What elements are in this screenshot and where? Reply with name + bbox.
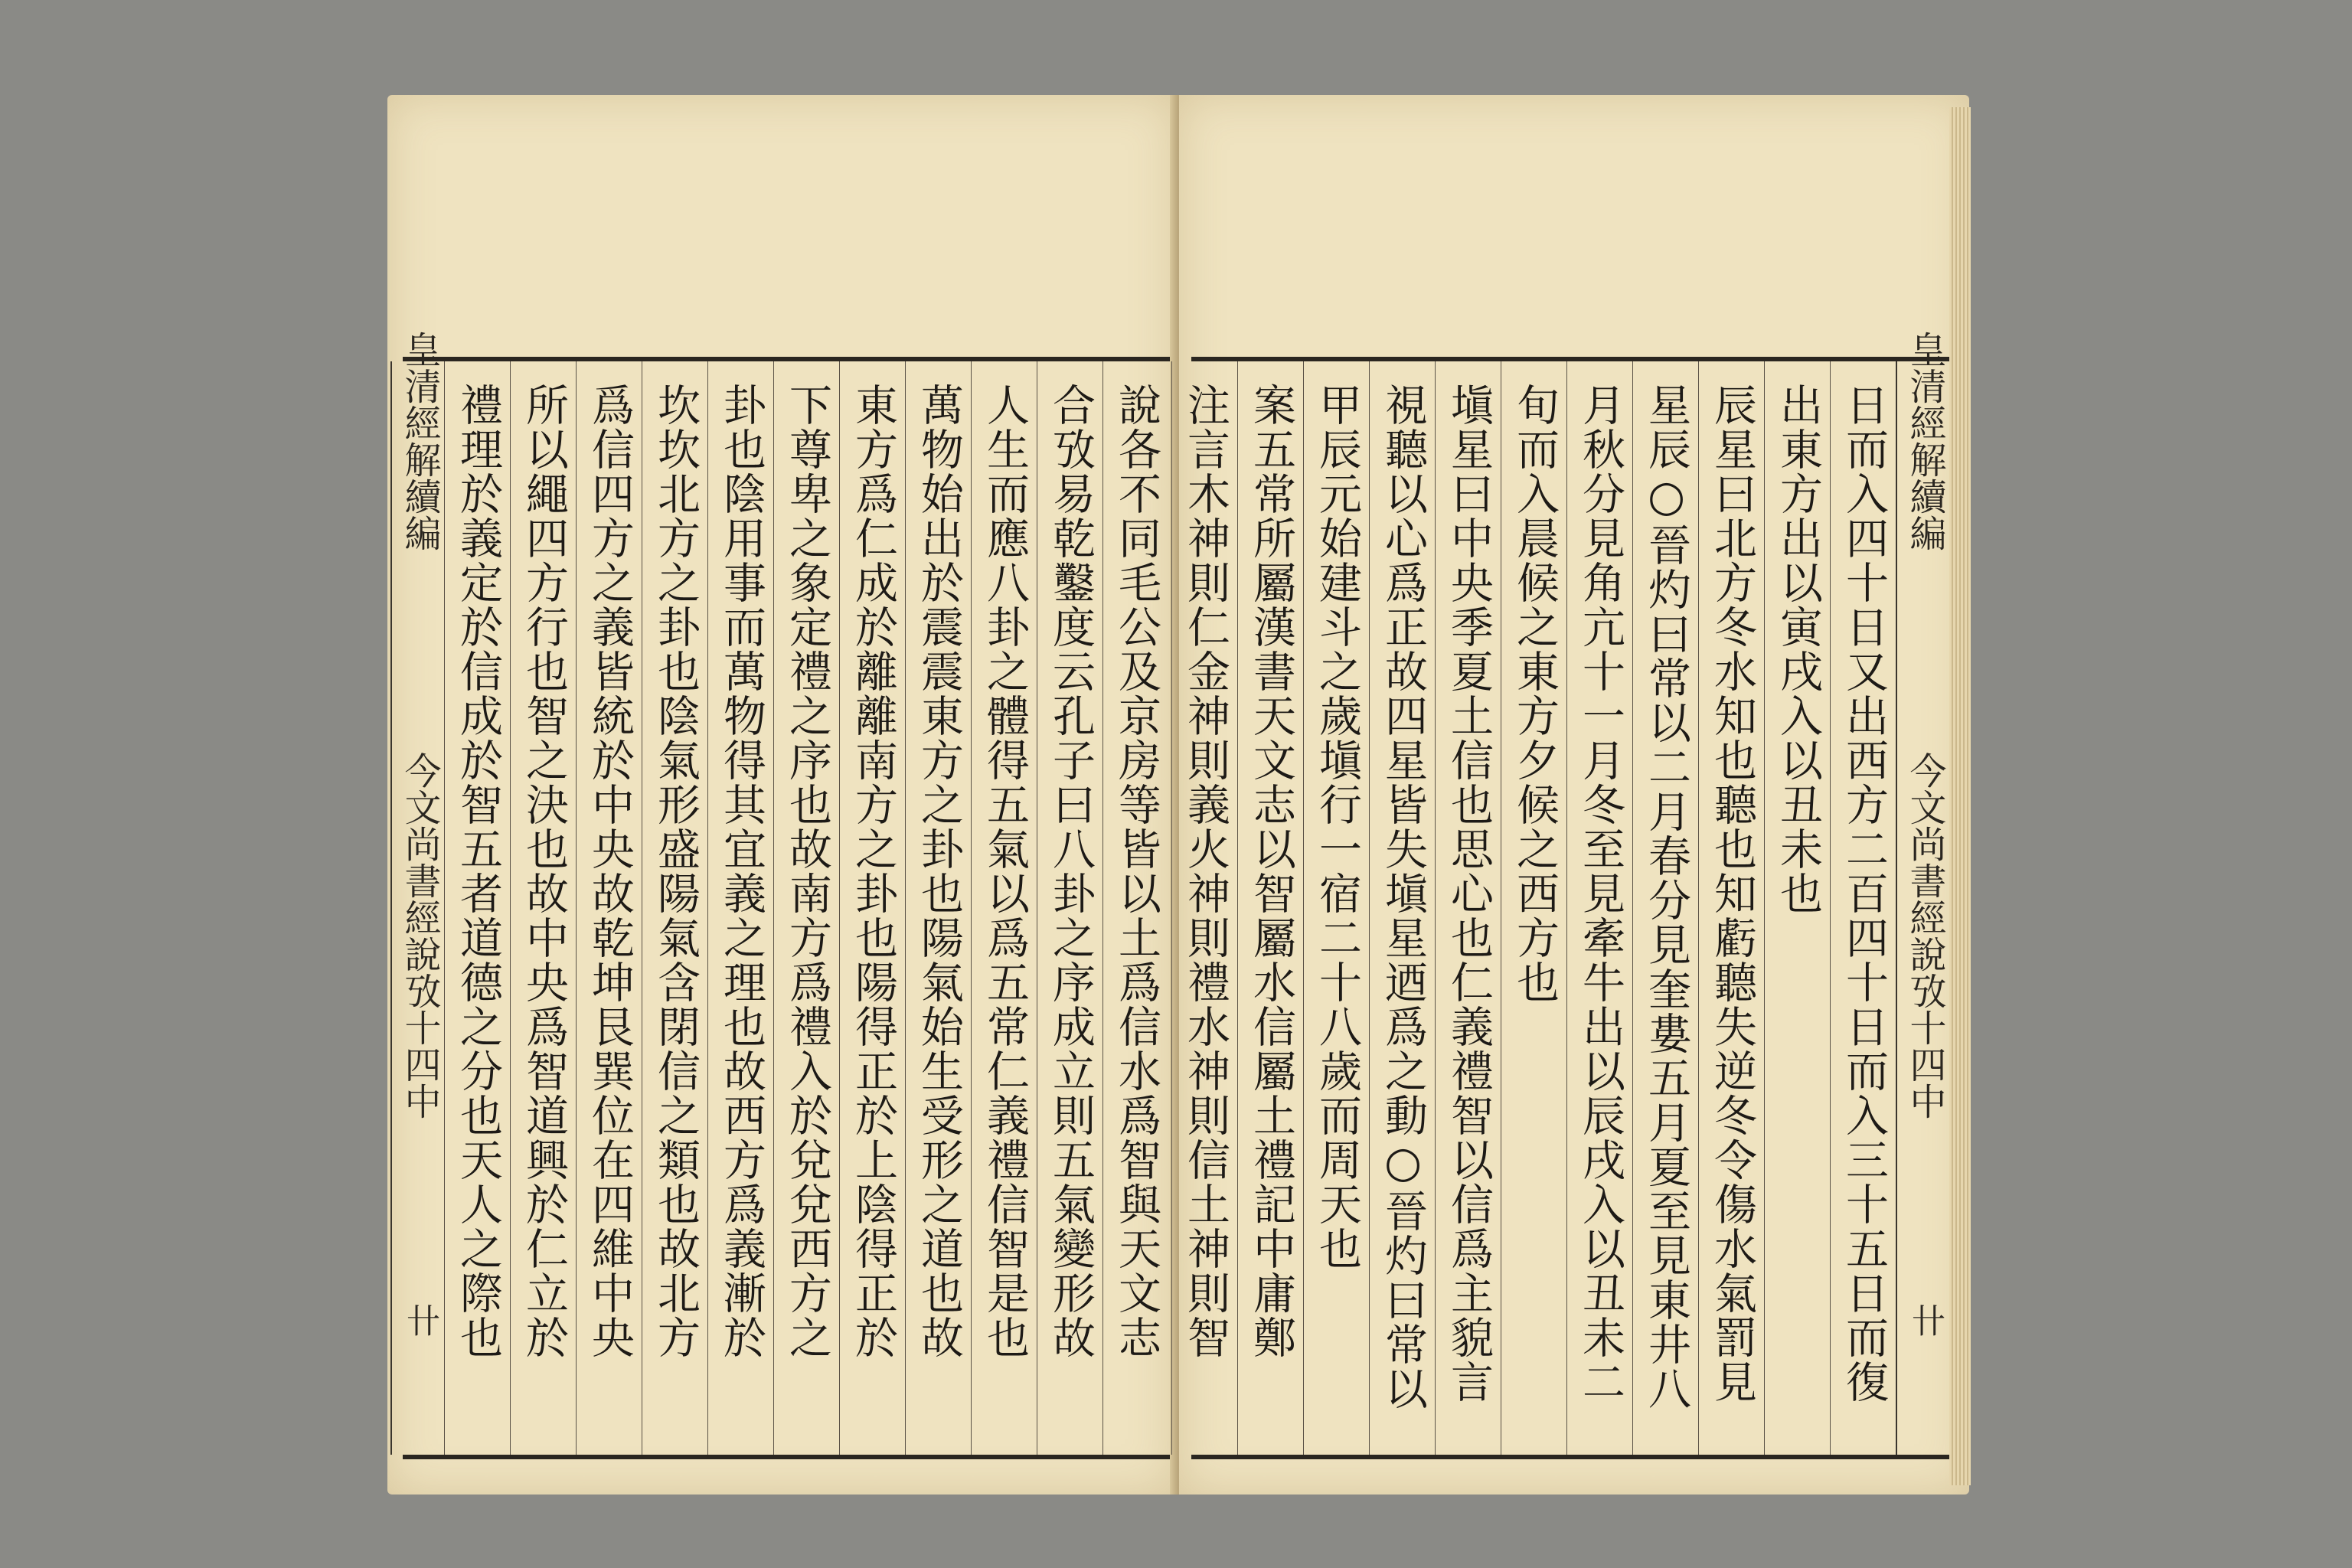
column-text: 所以繩四方行也智之決也故中央爲智道興於仁立於 (519, 383, 569, 1360)
left-column (576, 361, 642, 1455)
column-text: 案五常所屬漢書天文志以智屬水信屬土禮記中庸鄭 (1246, 383, 1296, 1360)
right-column (1435, 361, 1501, 1455)
right-column (1698, 361, 1765, 1455)
left-column (510, 361, 577, 1455)
right-column (1632, 361, 1699, 1455)
column-text: 辰星曰北方冬水知也聽也知虧聽失逆冬令傷水氣罰見 (1707, 383, 1757, 1404)
column-text: 注言木神則仁金神則義火神則禮水神則信土神則智 (1181, 383, 1230, 1360)
column-text: 東方爲仁成於離離南方之卦也陽得正於上陰得正於 (848, 383, 898, 1360)
column-text: 坎坎北方之卦也陰氣形盛陽氣含閉信之類也故北方 (651, 383, 701, 1360)
book-title: 皇清經解續編 (1903, 331, 1946, 551)
right-column (1303, 361, 1370, 1455)
column-text: 合攷易乾鑿度云孔子曰八卦之序成立則五氣變形故 (1046, 383, 1096, 1360)
column-text: 卦也陰用事而萬物得其宜義之理也故西方爲義漸於 (717, 383, 766, 1360)
column-text: 爲信四方之義皆統於中央故乾坤艮巽位在四維中央 (585, 383, 635, 1360)
right-column (1764, 361, 1831, 1455)
chapter-label: 今文尚書經說攷十四中 (1903, 752, 1946, 1119)
column-text: 星辰○晉灼曰常以二月春分見奎婁五月夏至見東井八 (1642, 383, 1691, 1411)
column-text: 日而入四十日又出西方二百四十日而入三十五日而復 (1839, 383, 1889, 1404)
page-edges (1949, 107, 1971, 1485)
column-text: 萬物始出於震震東方之卦也陽氣始生受形之道也故 (914, 383, 964, 1360)
folio-number: 卄 (400, 1303, 439, 1337)
folio-number: 卄 (1906, 1303, 1945, 1337)
column-text: 人生而應八卦之體得五氣以爲五常仁義禮信智是也 (980, 383, 1030, 1360)
left-column (642, 361, 708, 1455)
right-column (1501, 361, 1567, 1455)
left-column (971, 361, 1037, 1455)
column-text: 說各不同毛公及京房等皆以土爲信水爲智與天文志 (1112, 383, 1161, 1360)
column-text: 旬而入晨候之東方夕候之西方也 (1510, 383, 1560, 1004)
right-column (1237, 361, 1304, 1455)
left-column (839, 361, 906, 1455)
chapter-label: 今文尚書經說攷十四中 (398, 752, 441, 1119)
left-column (773, 361, 840, 1455)
right-column (1566, 361, 1633, 1455)
right-column (1830, 361, 1896, 1455)
left-column (444, 361, 511, 1455)
column-text: 視聽以心爲正故四星皆失塡星迺爲之動○晉灼曰常以 (1378, 383, 1428, 1411)
column-text: 甲辰元始建斗之歲塡行一宿二十八歲而周天也 (1312, 383, 1362, 1271)
column-text: 出東方出以寅戌入以丑未也 (1773, 383, 1823, 916)
left-page (387, 95, 1176, 1494)
left-column (905, 361, 972, 1455)
column-text: 禮理於義定於信成於智五者道德之分也天人之際也 (453, 383, 503, 1360)
right-text-frame (1181, 331, 1949, 1459)
column-text: 月秋分見角亢十一月冬至見牽牛出以辰戌入以丑未二 (1576, 383, 1625, 1404)
left-page-margin (390, 331, 446, 1455)
right-page (1179, 95, 1969, 1494)
left-text-frame (398, 331, 1171, 1459)
right-column (1369, 361, 1436, 1455)
left-column (1102, 361, 1169, 1455)
left-column (1037, 361, 1103, 1455)
right-page-margin (1896, 331, 1951, 1455)
right-column (1171, 361, 1238, 1455)
open-book (387, 95, 1969, 1494)
left-column (707, 361, 774, 1455)
book-title: 皇清經解續編 (398, 331, 441, 551)
column-text: 塡星曰中央季夏土信也思心也仁義禮智以信爲主貌言 (1444, 383, 1494, 1404)
column-text: 下尊卑之象定禮之序也故南方爲禮入於兌兌西方之 (782, 383, 832, 1360)
